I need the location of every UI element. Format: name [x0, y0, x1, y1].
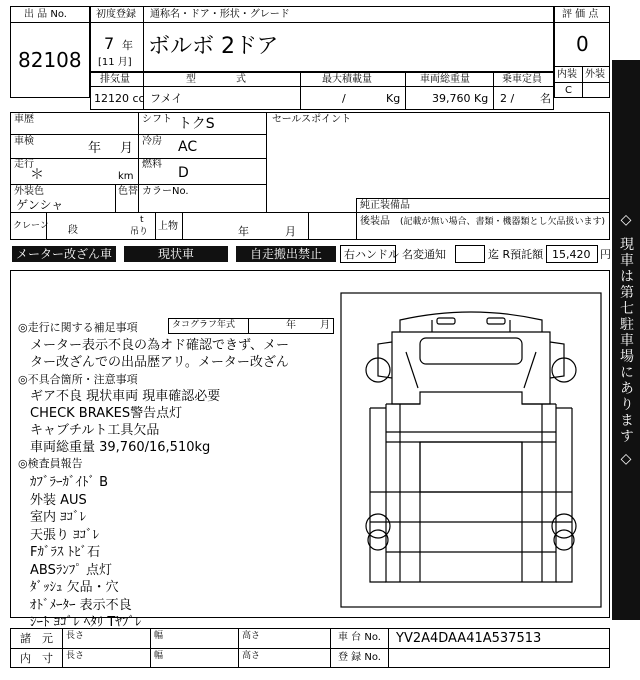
genuine-equipment-label: 純正装備品 [360, 200, 410, 211]
specs-width-label: 幅 [154, 631, 164, 641]
aftermarket-label: 後装品 [360, 216, 390, 227]
car-name-label: 通称名・ドア・形状・グレード [150, 9, 290, 20]
capacity-value: 2 / [500, 92, 515, 105]
aftermarket-note: (記載が無い場合、書類・機器類とし欠品扱います) [400, 217, 606, 227]
capacity-label: 乗車定員 [502, 74, 542, 85]
inspector-line: 室内 ﾖｺﾞﾚ [30, 510, 87, 525]
inner-dims-label: 内 寸 [20, 652, 53, 665]
tachograph-year: 年 [286, 320, 296, 331]
max-load-label: 最大積載量 [322, 74, 372, 85]
as-is-badge: 現状車 [124, 246, 228, 262]
exterior-label: 外装 [585, 69, 605, 80]
chassis-number: YV2A4DAA41A537513 [396, 631, 542, 646]
deck-year-unit: 年 [238, 225, 249, 238]
driving-heading: ◎走行に関する補足事項 [18, 321, 138, 334]
color-change-label: 色替 [118, 186, 138, 197]
max-load-unit: Kg [386, 92, 401, 105]
cab-top [400, 312, 542, 332]
mileage-unit: km [118, 171, 134, 182]
model-value: フメイ [150, 92, 183, 105]
cab-outline [392, 332, 550, 404]
driving-notes [30, 337, 289, 371]
inspector-line: ｼｰﾄ ﾖｺﾞﾚ ﾍﾀﾘ Tﾔﾌﾞﾚ [30, 615, 142, 630]
model-label: 型 式 [186, 74, 246, 85]
deck-month-unit: 月 [285, 225, 296, 238]
crane-stage: 段 [68, 225, 78, 236]
lot-label: 出 品 No. [24, 9, 67, 20]
sales-point-label: セールスポイント [272, 114, 352, 125]
crane-t: t [140, 215, 144, 225]
first-reg-year-unit: 年 [122, 39, 133, 52]
inspector-line: ｵﾄﾞﾒｰﾀｰ 表示不良 [30, 597, 132, 613]
mileage-value: ＊ [30, 167, 44, 183]
capacity-unit: 名 [540, 92, 551, 105]
lot-number: 82108 [18, 48, 82, 72]
inspector-line: 天張り ﾖｺﾞﾚ [30, 527, 100, 543]
specs-label: 諸 元 [20, 632, 53, 645]
history-label: 車歴 [14, 114, 34, 125]
driving-line: ター改ざんでの出品歴アリ。メーター改ざん [30, 355, 289, 370]
tachograph-month: 月 [320, 320, 330, 331]
dims-length-label: 長さ [66, 651, 85, 661]
inspector-line: Fｶﾞﾗｽ ﾄﾋﾞ石 [30, 545, 101, 560]
fuel-value: D [178, 165, 189, 181]
right-hand-label: 右ハンドル [344, 248, 399, 261]
first-reg-year: 7 [104, 34, 115, 53]
interior-grade: C [565, 85, 572, 96]
gross-weight-label: 車両総重量 [420, 74, 470, 85]
crane-label: クレーン [13, 221, 49, 231]
windshield [420, 338, 522, 364]
meter-tampered-badge: メーター改ざん車 [12, 246, 116, 262]
mileage-label: 走行 [14, 159, 34, 170]
inspector-heading: ◎検査員報告 [18, 457, 83, 470]
specs-length-label: 長さ [66, 631, 85, 641]
first-reg-month: [11 月] [98, 57, 132, 68]
body-outline [386, 404, 556, 582]
recycle-label: 迄 R預託額 [488, 248, 544, 261]
score-label: 評 価 点 [562, 9, 599, 20]
inspection-year-unit: 年 [88, 141, 102, 156]
shift-label: シフト [142, 114, 172, 125]
defect-line: キャブチルト工具欠品 [30, 423, 160, 438]
defect-heading: ◎不具合箇所・注意事項 [18, 373, 138, 386]
color-label: 外装色 [14, 186, 44, 197]
specs-height-label: 高さ [242, 631, 261, 641]
name-change-label: 名変通知 [402, 248, 446, 261]
driving-line: メーター表示不良の為オド確認できず、メー [30, 338, 289, 353]
shift-value: トクS [178, 116, 215, 132]
color-code-label: カラーNo. [142, 186, 189, 197]
inspection-month-unit: 月 [120, 141, 134, 156]
first-reg-label: 初度登録 [96, 9, 136, 20]
name-change-box [455, 245, 485, 263]
interior-label: 内装 [557, 69, 577, 80]
gross-weight-value: 39,760 Kg [432, 92, 489, 105]
max-load-slash: / [342, 92, 346, 105]
inspector-line: ﾀﾞｯｼｭ 欠品・穴 [30, 580, 119, 595]
dims-width-label: 幅 [154, 651, 164, 661]
truck-diagram [340, 292, 602, 608]
crane-lift: 吊り [130, 227, 149, 237]
ac-label: 冷房 [142, 136, 162, 147]
chassis-label: 車 台 No. [338, 632, 381, 643]
registration-label: 登 録 No. [338, 652, 381, 663]
tachograph-label: タコグラフ年式 [172, 320, 236, 330]
ac-value: AC [178, 139, 198, 155]
inspector-line: ABSﾗﾝﾌﾟ 点灯 [30, 562, 112, 578]
inspector-line: 外装 AUS [30, 492, 87, 508]
inspector-line: ｶﾌﾞﾗｰｶﾞｲﾄﾞ B [30, 475, 109, 490]
displacement-label: 排気量 [100, 74, 130, 85]
defect-line: ギア不良 現状車両 現車確認必要 [30, 389, 221, 404]
inspector-notes [30, 474, 141, 632]
score-value: 0 [576, 32, 589, 56]
defect-line: 車両総重量 39,760/16,510kg [30, 440, 211, 455]
color-value: ゲンシャ [16, 198, 64, 212]
deck-label: 上物 [158, 221, 178, 232]
car-name: ボルボ 2ドア [148, 34, 279, 59]
recycle-amount: 15,420 [552, 248, 591, 261]
self-drive-ban-badge: 自走搬出禁止 [236, 246, 336, 262]
fuel-label: 燃料 [142, 159, 162, 170]
recycle-unit: 円 [600, 248, 611, 261]
dims-height-label: 高さ [242, 651, 261, 661]
side-banner: ◇ 現車は第七駐車場にあります ◇ [612, 60, 640, 620]
inspection-label: 車検 [14, 136, 34, 147]
defect-line: CHECK BRAKES警告点灯 [30, 406, 183, 421]
diagram-frame [341, 293, 601, 607]
defect-notes [30, 388, 220, 456]
displacement-value: 12120 cc [94, 92, 145, 105]
